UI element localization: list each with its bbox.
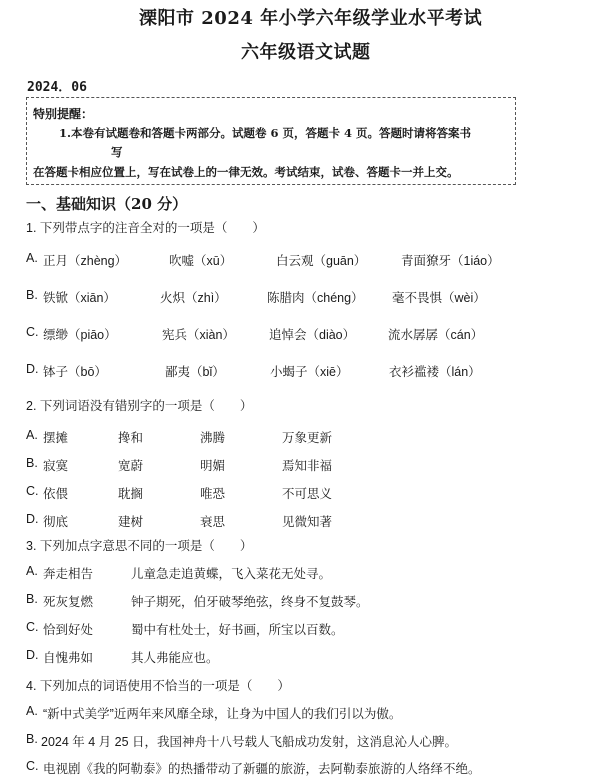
q2-option-item: 摆摊 bbox=[43, 431, 69, 445]
q2-option-label: C. bbox=[26, 484, 39, 498]
q2-option-item: 彻底 bbox=[43, 515, 69, 529]
q3-option-sentence: 其人弗能应也。 bbox=[131, 651, 219, 665]
q4-option-text: “新中式美学”近两年来风靡全球，让身为中国人的我们引以为傲。 bbox=[43, 707, 402, 721]
q1-option-item: 白云观（guān） bbox=[276, 254, 367, 268]
q2-option-item: 搀和 bbox=[118, 431, 144, 445]
q4-option-label: B. bbox=[26, 732, 38, 746]
q2-option-label: B. bbox=[26, 456, 38, 470]
question-3-stem: 3. 下列加点字意思不同的一项是（ ） bbox=[26, 539, 253, 553]
q2-option-item: 沸腾 bbox=[200, 431, 226, 445]
q1-option-item: 火炽（zhì） bbox=[160, 291, 227, 305]
q1-option-item: 铁锨（xiān） bbox=[43, 291, 116, 305]
exam-subtitle: 六年级语文试题 bbox=[241, 42, 371, 63]
q1-option-item: 流水孱孱（cán） bbox=[388, 328, 484, 342]
exam-date: 2024．06 bbox=[27, 80, 87, 95]
question-2-stem: 2. 下列词语没有错别字的一项是（ ） bbox=[26, 399, 253, 413]
q2-option-item: 耽搁 bbox=[118, 487, 144, 501]
q3-option-sentence: 钟子期死，伯牙破琴绝弦，终身不复鼓琴。 bbox=[131, 595, 369, 609]
q1-option-label: C. bbox=[26, 325, 39, 339]
q1-option-label: B. bbox=[26, 288, 38, 302]
q4-option-label: C. bbox=[26, 759, 39, 773]
notice-line-1: 1.本卷有试题卷和答题卡两部分。试题卷 6 页，答题卡 4 页。答题时请将答案书 bbox=[59, 126, 472, 140]
q2-option-item: 不可思义 bbox=[282, 487, 333, 501]
q1-option-item: 青面獠牙（1iáo） bbox=[401, 254, 500, 268]
q1-option-item: 正月（zhèng） bbox=[43, 254, 128, 268]
q2-option-item: 衰思 bbox=[200, 515, 226, 529]
q3-option-label: D. bbox=[26, 648, 39, 662]
q2-option-item: 宽蔚 bbox=[118, 459, 144, 473]
q1-option-item: 陈腊肉（chéng） bbox=[267, 291, 364, 305]
q2-option-item: 建树 bbox=[118, 515, 144, 529]
q2-option-item: 明媚 bbox=[200, 459, 226, 473]
q4-option-text: 电视剧《我的阿勒泰》的热播带动了新疆的旅游，去阿勒泰旅游的人络绎不绝。 bbox=[43, 762, 481, 776]
q1-option-item: 钵子（bō） bbox=[43, 365, 107, 379]
q1-option-item: 鄙夷（bǐ） bbox=[165, 365, 225, 379]
q2-option-label: A. bbox=[26, 428, 38, 442]
q2-option-item: 寂寞 bbox=[43, 459, 69, 473]
q1-option-item: 缥缈（piāo） bbox=[43, 328, 117, 342]
q4-option-label: A. bbox=[26, 704, 38, 718]
notice-box bbox=[26, 97, 516, 185]
q3-option-word: 恰到好处 bbox=[43, 623, 94, 637]
q3-option-word: 死灰复燃 bbox=[43, 595, 94, 609]
q1-option-label: A. bbox=[26, 251, 38, 265]
question-1-stem: 1. 下列带点字的注音全对的一项是（ ） bbox=[26, 221, 265, 235]
q2-option-item: 焉知非福 bbox=[282, 459, 333, 473]
exam-title: 溧阳市 2024 年小学六年级学业水平考试 bbox=[139, 8, 483, 29]
q1-option-item: 毫不畏惧（wèi） bbox=[392, 291, 486, 305]
q3-option-label: C. bbox=[26, 620, 39, 634]
section-heading: 一、基础知识（20 分） bbox=[26, 195, 188, 213]
q2-option-item: 依偎 bbox=[43, 487, 69, 501]
q3-option-word: 奔走相告 bbox=[43, 567, 94, 581]
q1-option-item: 衣衫褴褛（lán） bbox=[389, 365, 481, 379]
q3-option-word: 自愧弗如 bbox=[43, 651, 94, 665]
q1-option-label: D. bbox=[26, 362, 39, 376]
q3-option-label: B. bbox=[26, 592, 38, 606]
q2-option-item: 唯恐 bbox=[200, 487, 226, 501]
q1-option-item: 追悼会（diào） bbox=[269, 328, 356, 342]
q3-option-sentence: 儿童急走追黄蝶，飞入菜花无处寻。 bbox=[131, 567, 332, 581]
q2-option-item: 见微知著 bbox=[282, 515, 333, 529]
q1-option-item: 吹嘘（xū） bbox=[169, 254, 233, 268]
q2-option-item: 万象更新 bbox=[282, 431, 333, 445]
q1-option-item: 小蝎子（xiē） bbox=[270, 365, 349, 379]
q4-option-text: 2024 年 4 月 25 日，我国神舟十八号载人飞船成功发射，这消息沁人心脾。 bbox=[41, 735, 458, 749]
q2-option-label: D. bbox=[26, 512, 39, 526]
q1-option-item: 宪兵（xiàn） bbox=[162, 328, 235, 342]
notice-line-1b: 写 bbox=[111, 145, 123, 159]
notice-title: 特别提醒： bbox=[33, 107, 94, 121]
notice-line-2: 在答题卡相应位置上，写在试卷上的一律无效。考试结束，试卷、答题卡一并上交。 bbox=[33, 165, 459, 179]
question-4-stem: 4. 下列加点的词语使用不恰当的一项是（ ） bbox=[26, 679, 290, 693]
q3-option-sentence: 蜀中有杜处士，好书画，所宝以百数。 bbox=[131, 623, 344, 637]
q3-option-label: A. bbox=[26, 564, 38, 578]
